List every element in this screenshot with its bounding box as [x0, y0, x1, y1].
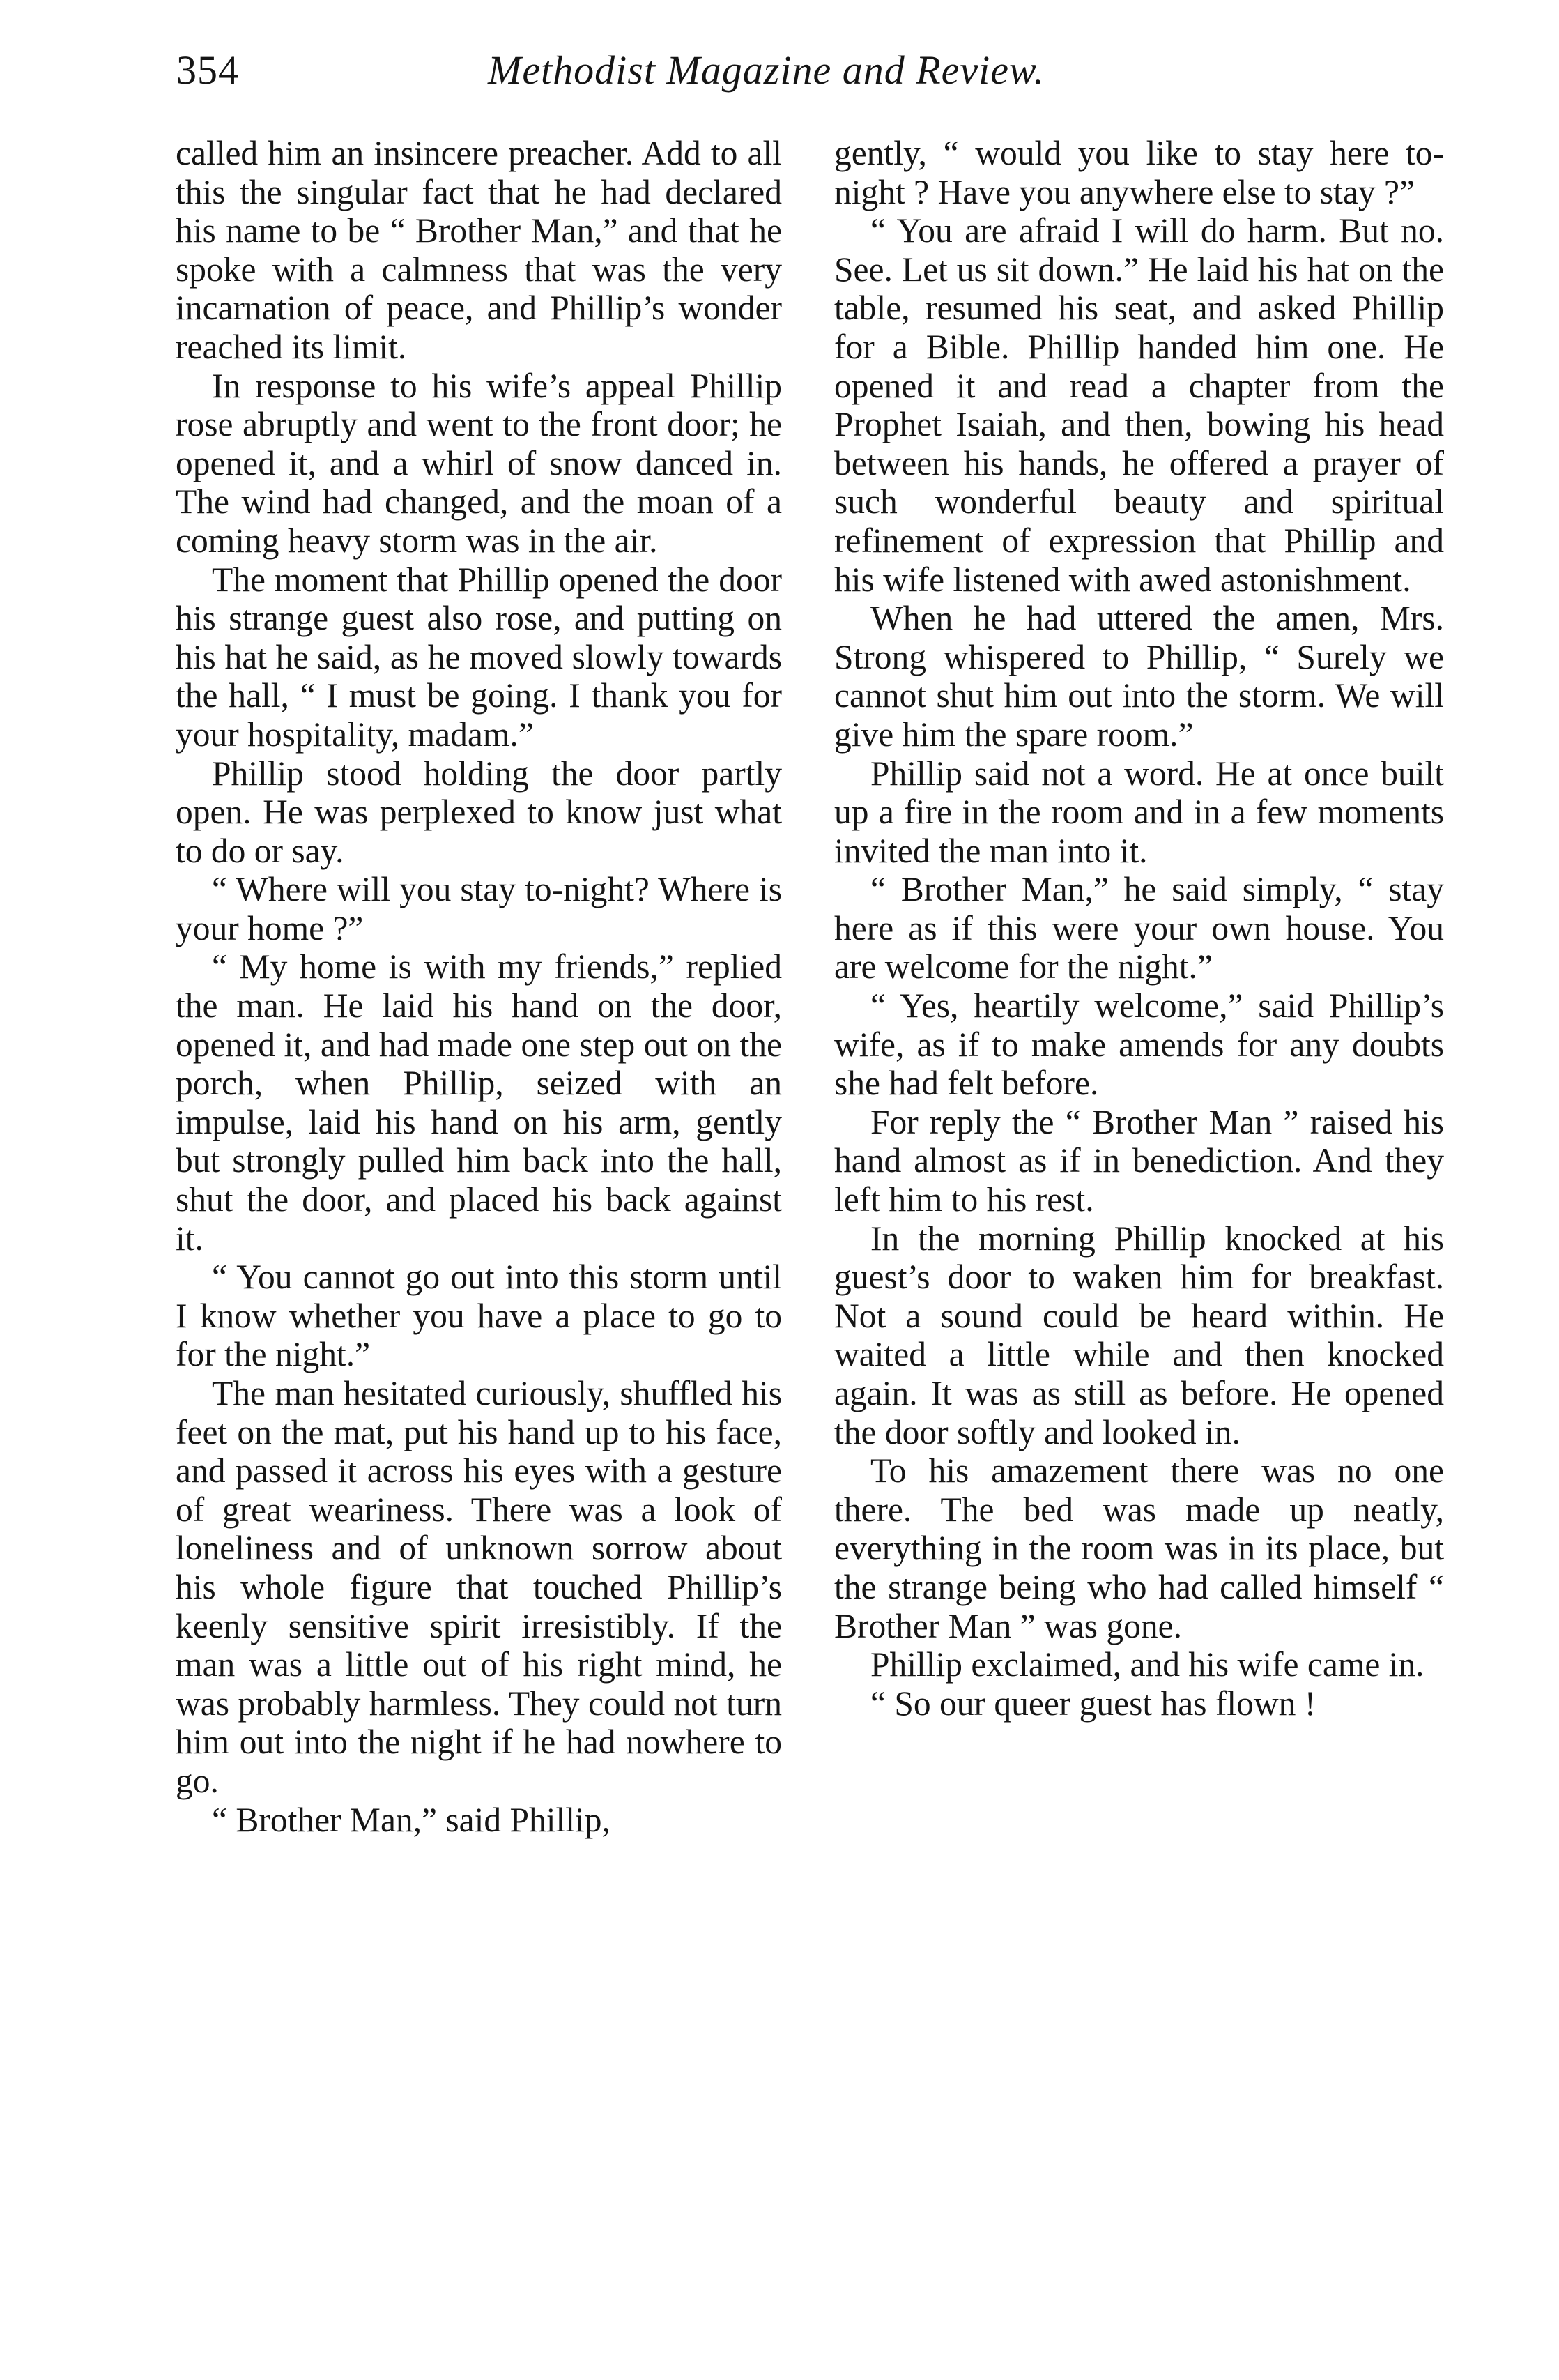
running-title: Methodist Magazine and Review. [488, 47, 1045, 93]
right-text-column [834, 134, 1444, 1723]
paragraph: “ Brother Man,” said Phillip, [212, 1800, 610, 1839]
paragraph: “ Brother Man,” he said simply, “ stay here as if this were your own house. You are welcome for the night.” [834, 870, 1444, 986]
paragraph: “ So our queer guest has flown ! [870, 1684, 1316, 1723]
paragraph: In the morning Phillip knocked at his guest’s door to waken him for breakfast. Not a sound could be heard within. He waited a little while and then knocked again. It was as still as before. He opened the door softly and looked in. [834, 1219, 1444, 1451]
left-text-column [176, 134, 782, 1839]
paragraph: “ You cannot go out into this storm until I know whether you have a place to go to for the night.” [176, 1258, 782, 1374]
paragraph: “ You are afraid I will do harm. But no. See. Let us sit down.” He laid his hat on the table, resumed his seat, and asked Phillip for a Bible. Phillip handed him one. He opened it and read a chapter from the Prophet Isaiah, and then, bowing his head between his hands, he offered a prayer of such wonderful beauty and spiritual refinement of expression that Phillip and his wife listened with awed astonishment. [834, 211, 1444, 599]
paragraph: “ Yes, heartily welcome,” said Phillip’s wife, as if to make amends for any doubts she had felt before. [834, 986, 1444, 1103]
paragraph: Phillip stood holding the door partly open. He was perplexed to know just what to do or say. [176, 754, 782, 870]
paragraph: For reply the “ Brother Man ” raised his hand almost as if in benediction. And they left him to his rest. [834, 1102, 1444, 1219]
page-number: 354 [176, 47, 239, 93]
paragraph: “ My home is with my friends,” replied the man. He laid his hand on the door, opened it, and had made one step out on the porch, when Phillip, seized with an impulse, laid his hand on his arm, gently but strongly pulled him back into the hall, shut the door, and placed his back against it. [176, 947, 782, 1258]
paragraph: The moment that Phillip opened the door his strange guest also rose, and putting on his hat he said, as he moved slowly towards the hall, “ I must be going. I thank you for your hospitality, madam.” [176, 560, 782, 754]
paragraph: The man hesitated curiously, shuffled his feet on the mat, put his hand up to his face, and passed it across his eyes with a gesture of great weariness. There was a look of loneliness and of unknown sorrow about his whole figure that touched Phillip’s keenly sensitive spirit irresistibly. If the man was a little out of his right mind, he was probably harmless. They could not turn him out into the night if he had nowhere to go. [176, 1374, 782, 1800]
paragraph: gently, “ would you like to stay here to-night ? Have you anywhere else to stay ?” [834, 134, 1444, 211]
paragraph: Phillip exclaimed, and his wife came in. [870, 1645, 1424, 1684]
paragraph: When he had uttered the amen, Mrs. Strong whispered to Phillip, “ Surely we cannot shut him out into the storm. We will give him the spare room.” [834, 599, 1444, 754]
paragraph: To his amazement there was no one there. The bed was made up neatly, everything in the room was in its place, but the strange being who had called himself “ Brother Man ” was gone. [834, 1451, 1444, 1645]
paragraph: called him an insincere preacher. Add to all this the singular fact that he had declared his name to be “ Brother Man,” and that he spoke with a calmness that was the very incarnation of peace, and Phillip’s wonder reached its limit. [176, 134, 782, 366]
paragraph: “ Where will you stay to-night? Where is your home ?” [176, 870, 782, 947]
paragraph: Phillip said not a word. He at once built up a fire in the room and in a few moments invited the man into it. [834, 754, 1444, 870]
page-header [0, 0, 1559, 139]
paragraph: In response to his wife’s appeal Phillip rose abruptly and went to the front door; he opened it, and a whirl of snow danced in. The wind had changed, and the moan of a coming heavy storm was in the air. [176, 366, 782, 560]
